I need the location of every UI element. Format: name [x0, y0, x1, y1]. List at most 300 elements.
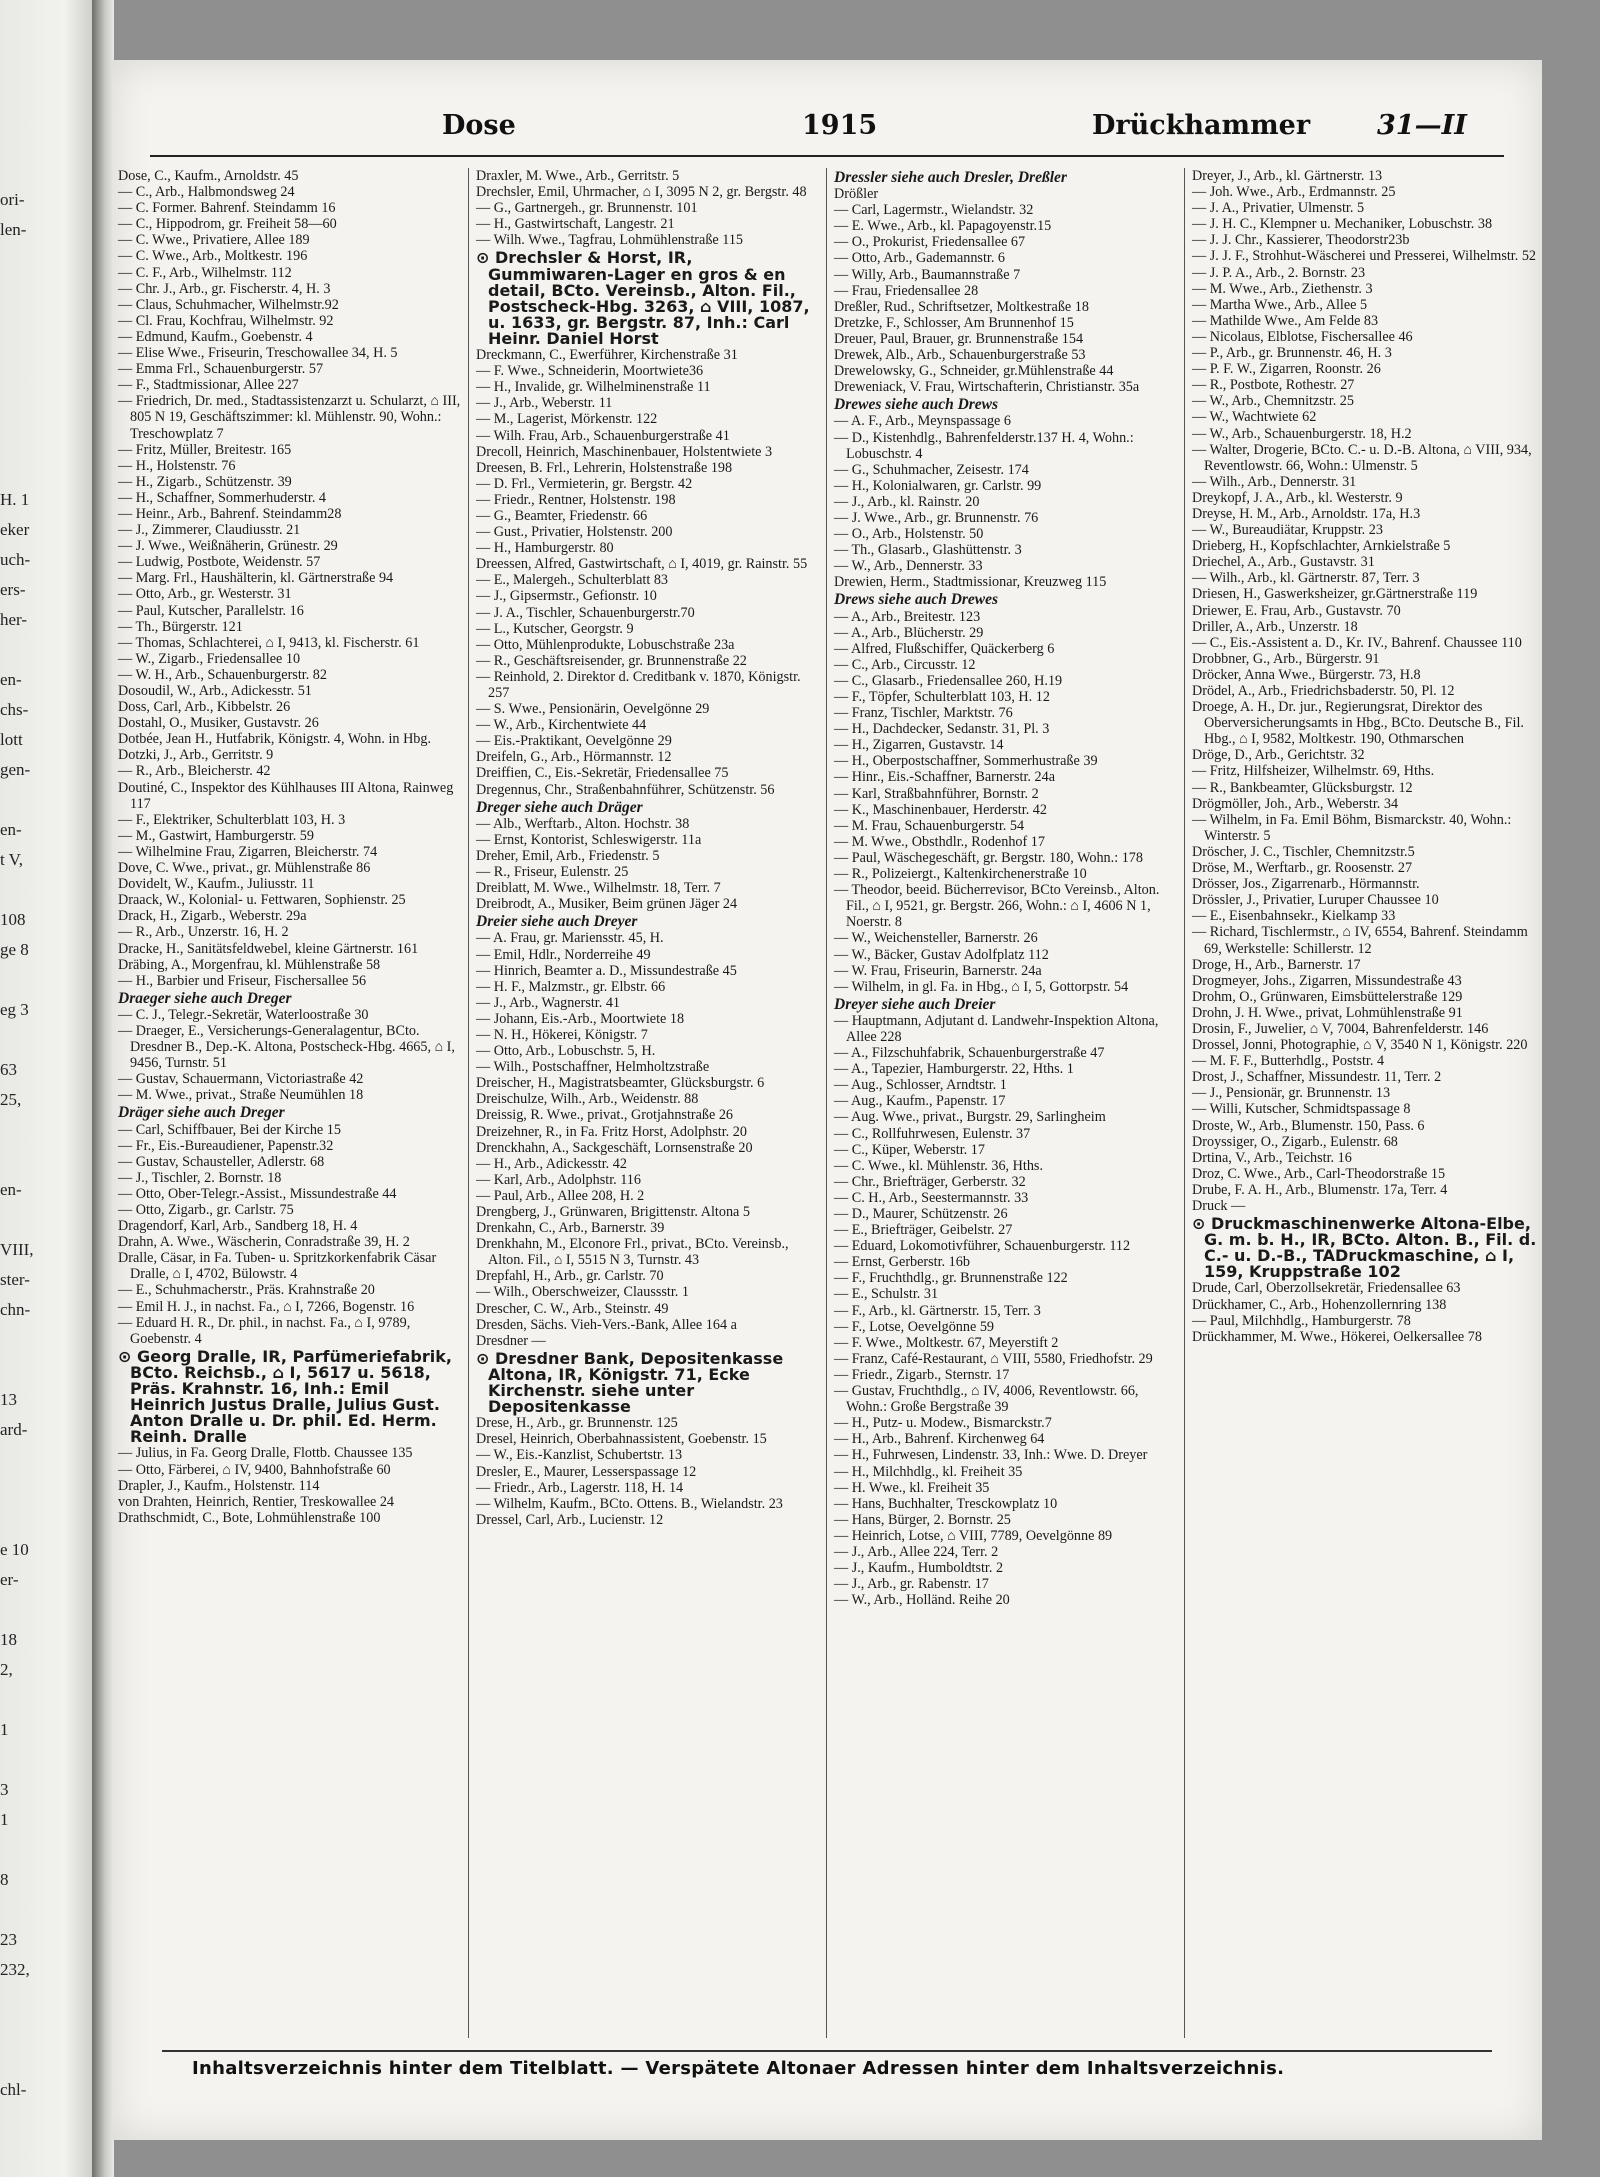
directory-entry: — F., Töpfer, Schulterblatt 103, H. 12 — [834, 689, 1050, 705]
directory-entry: Dreessen, Alfred, Gastwirtschaft, ⌂ I, 4019, gr. Rainstr. 55 — [476, 556, 808, 573]
directory-entry: — Hauptmann, Adjutant d. Landwehr-Inspektion Altona, Allee 228 — [834, 1012, 1159, 1045]
directory-entry: — M., Lagerist, Mörkenstr. 122 — [476, 411, 658, 428]
adjacent-page-fragment: 25, — [0, 1090, 22, 1109]
directory-entry: — Eduard H. R., Dr. phil., in nachst. Fa., ⌂ I, 9789, Goebenstr. 4 — [118, 1314, 411, 1347]
directory-entry: — J. Wwe., Arb., gr. Brunnenstr. 76 — [834, 509, 1039, 526]
directory-entry: — Joh. Wwe., Arb., Erdmannstr. 25 — [1192, 184, 1396, 201]
directory-entry: — Wilhelmine Frau, Zigarren, Bleicherstr. 74 — [118, 843, 378, 860]
adjacent-page-fragment: H. 1 — [0, 490, 30, 509]
header-left-keyword: Dose — [442, 110, 516, 141]
directory-entry: — W. Frau, Friseurin, Barnerstr. 24a — [834, 962, 1042, 979]
directory-entry: — H., Milchhdlg., kl. Freiheit 35 — [834, 1463, 1023, 1480]
directory-entry: Dresel, Heinrich, Oberbahnassistent, Goebenstr. 15 — [476, 1431, 767, 1448]
surname-heading: Dreier siehe auch Dreyer — [476, 913, 638, 931]
directory-entry: — F. Wwe., Moltkestr. 67, Meyerstift 2 — [834, 1334, 1059, 1351]
directory-entry: — Otto, Zigarb., gr. Carlstr. 75 — [118, 1202, 294, 1218]
adjacent-page-fragment: chs- — [0, 700, 29, 719]
directory-entry: — Ludwig, Postbote, Weidenstr. 57 — [118, 554, 321, 571]
adjacent-page-fragment: ard- — [0, 1420, 28, 1439]
adjacent-page-fragment: 13 — [0, 1390, 17, 1409]
directory-entry: — C. J., Telegr.-Sekretär, Waterloostraße 30 — [118, 1006, 369, 1023]
directory-entry: — Th., Bürgerstr. 121 — [118, 618, 243, 635]
directory-entry: Dreuer, Paul, Brauer, gr. Brunnenstraße 154 — [834, 330, 1084, 347]
directory-entry: Dragendorf, Karl, Arb., Sandberg 18, H. 4 — [118, 1218, 358, 1235]
directory-entry: Drecoll, Heinrich, Maschinenbauer, Holstentwiete 3 — [476, 443, 773, 460]
directory-entry: — H., Arb., Adickesstr. 42 — [476, 1155, 627, 1172]
directory-entry: — A., Arb., Breitestr. 123 — [834, 608, 981, 625]
directory-entry: — Wilh. Frau, Arb., Schauenburgerstraße 41 — [476, 427, 730, 444]
directory-entry: Dreiblatt, M. Wwe., Wilhelmstr. 18, Terr. 7 — [476, 880, 721, 897]
directory-entry: — Th., Glasarb., Glashüttenstr. 3 — [834, 542, 1022, 559]
directory-entry: — Heinrich, Lotse, ⌂ VIII, 7789, Oevelgönne 89 — [834, 1527, 1113, 1544]
directory-entry: Dreischer, H., Magistratsbeamter, Glücksburgstr. 6 — [476, 1075, 765, 1092]
directory-entry: Drenkahn, C., Arb., Barnerstr. 39 — [476, 1220, 665, 1237]
directory-entry: — J. Wwe., Weißnäherin, Grünestr. 29 — [118, 538, 338, 555]
adjacent-page-fragment: gen- — [0, 760, 31, 779]
directory-entry: — Wilh., Arb., Dennerstr. 31 — [1192, 473, 1357, 490]
directory-entry: — Fritz, Hilfsheizer, Wilhelmstr. 69, Hths. — [1192, 763, 1435, 780]
directory-entry: — M. Frau, Schauenburgerstr. 54 — [834, 817, 1025, 834]
directory-entry: Droz, C. Wwe., Arb., Carl-Theodorstraße 15 — [1192, 1165, 1446, 1182]
adjacent-page-fragment: eker — [0, 520, 30, 539]
directory-entry: Dröge, D., Arb., Gerichtstr. 32 — [1192, 747, 1365, 764]
header-year: 1915 — [802, 110, 878, 141]
adjacent-page-fragment: en- — [0, 670, 22, 689]
surname-heading: Drewes siehe auch Drews — [834, 396, 999, 414]
directory-entry: — M., Gastwirt, Hamburgerstr. 59 — [118, 827, 314, 844]
adjacent-page-fragment: ers- — [0, 580, 26, 599]
directory-entry: — J., Arb., gr. Rabenstr. 17 — [834, 1576, 989, 1593]
header-rule — [150, 155, 1504, 157]
directory-entry: Dresler, E., Maurer, Lesserspassage 12 — [476, 1463, 697, 1480]
adjacent-page-strip — [0, 0, 95, 2177]
directory-entry: Dreifeln, G., Arb., Hörmannstr. 12 — [476, 749, 672, 766]
directory-entry: — Emil H. J., in nachst. Fa., ⌂ I, 7266, Bogenstr. 16 — [118, 1298, 415, 1315]
directory-entry: — O., Arb., Holstenstr. 50 — [834, 526, 984, 543]
directory-entry: — J. P. A., Arb., 2. Bornstr. 23 — [1192, 264, 1366, 281]
directory-entry: — R., Arb., Unzerstr. 16, H. 2 — [118, 924, 289, 941]
directory-entry: Drösser, Jos., Zigarrenarb., Hörmannstr. — [1192, 876, 1420, 893]
directory-entry: Dreßler, Rud., Schriftsetzer, Moltkestraße 18 — [834, 298, 1089, 315]
directory-entry: — E., Briefträger, Geibelstr. 27 — [834, 1222, 1013, 1239]
column-divider — [468, 168, 469, 2038]
directory-entry: Drewien, Herm., Stadtmissionar, Kreuzweg 115 — [834, 574, 1107, 591]
column-4 — [1192, 168, 1537, 1345]
column-2 — [476, 168, 821, 1528]
directory-entry: — W., Bäcker, Gustav Adolfplatz 112 — [834, 946, 1049, 963]
directory-entry: Drewelowsky, G., Schneider, gr.Mühlenstraße 44 — [834, 363, 1114, 380]
directory-entry: — G., Gartnergeh., gr. Brunnenstr. 101 — [476, 200, 698, 217]
directory-entry: — Franz, Tischler, Marktstr. 76 — [834, 705, 1013, 722]
directory-entry: — D., Kistenhdlg., Bahrenfelderstr.137 H. 4, Wohn.: Lobuschstr. 4 — [834, 429, 1134, 462]
directory-entry: — Reinhold, 2. Direktor d. Creditbank v. 1870, Königstr. 257 — [476, 668, 801, 701]
directory-entry: Draxler, M. Wwe., Arb., Gerritstr. 5 — [476, 168, 680, 184]
directory-entry: — M. Wwe., Arb., Ziethenstr. 3 — [1192, 280, 1373, 297]
directory-entry: — Wilh., Oberschweizer, Claussstr. 1 — [476, 1284, 689, 1301]
directory-entry: — A. F., Arb., Meynspassage 6 — [834, 413, 1011, 430]
directory-entry: — F., Stadtmissionar, Allee 227 — [118, 377, 299, 394]
directory-entry: — M. Wwe., privat., Straße Neumühlen 18 — [118, 1087, 364, 1104]
adjacent-page-fragment: lott — [0, 730, 23, 749]
directory-entry: — F., Elektriker, Schulterblatt 103, H. 3 — [118, 811, 346, 828]
directory-entry: — Karl, Arb., Adolphstr. 116 — [476, 1171, 641, 1188]
directory-entry: Drossel, Jonni, Photographie, ⌂ V, 3540 N 1, Königstr. 220 — [1192, 1037, 1528, 1054]
directory-entry: — H. F., Malzmstr., gr. Elbstr. 66 — [476, 978, 666, 995]
directory-entry: — C. Former. Bahrenf. Steindamm 16 — [118, 200, 336, 217]
directory-entry: — Ernst, Kontorist, Schleswigerstr. 11a — [476, 831, 702, 848]
directory-entry: Dovidelt, W., Kaufm., Juliusstr. 11 — [118, 876, 315, 893]
directory-entry: — F. Wwe., Schneiderin, Moortwiete36 — [476, 363, 704, 380]
directory-entry: Dröse, M., Werftarb., gr. Roosenstr. 27 — [1192, 860, 1413, 877]
surname-heading: Draeger siehe auch Dreger — [118, 989, 292, 1007]
directory-entry: Drese, H., Arb., gr. Brunnenstr. 125 — [476, 1415, 678, 1432]
directory-entry: Driesen, H., Gaswerksheizer, gr.Gärtnerstraße 119 — [1192, 586, 1478, 603]
directory-entry: — R., Bankbeamter, Glücksburgstr. 12 — [1192, 779, 1413, 796]
directory-entry: Dreyse, H. M., Arb., Arnoldstr. 17a, H.3 — [1192, 505, 1421, 522]
adjacent-page-fragment: ge 8 — [0, 940, 29, 959]
directory-entry: Drewek, Alb., Arb., Schauenburgerstraße 53 — [834, 347, 1086, 364]
directory-entry: Dreischulze, Wilh., Arb., Weidenstr. 88 — [476, 1091, 699, 1108]
directory-entry: — H., Putz- u. Modew., Bismarckstr.7 — [834, 1415, 1052, 1432]
directory-entry: — Otto, Färberei, ⌂ IV, 9400, Bahnhofstraße 60 — [118, 1461, 391, 1478]
directory-entry: — G., Beamter, Friedenstr. 66 — [476, 507, 648, 524]
adjacent-page-fragment: 1 — [0, 1810, 9, 1829]
directory-entry: — Otto, Arb., Gademannstr. 6 — [834, 250, 1006, 267]
directory-entry: Drathschmidt, C., Bote, Lohmühlenstraße 100 — [118, 1509, 381, 1526]
directory-entry: — Hinrich, Beamter a. D., Missundestraße 45 — [476, 962, 737, 979]
directory-entry: — Aug., Schlosser, Arndtstr. 1 — [834, 1077, 1007, 1094]
directory-entry: — Otto, Mühlenprodukte, Lobuschstraße 23a — [476, 636, 735, 653]
adjacent-page-fragment: 3 — [0, 1780, 9, 1799]
directory-entry: Drenckhahn, A., Sackgeschäft, Lornsenstraße 20 — [476, 1139, 753, 1156]
firm-entry: ⊙ Georg Dralle, IR, Parfümeriefabrik, BCto. Reichsb., ⌂ I, 5617 u. 5618, Präs. Krahnstr. 16, Inh.: Emil Heinrich Justus Dralle, Julius Gust. Anton Dralle u. Dr. phil. Ed. Herm. Reinh. Dralle — [118, 1346, 452, 1447]
directory-entry: — C., Arb., Halbmondsweg 24 — [118, 184, 295, 201]
surname-heading: Dräger siehe auch Dreger — [118, 1104, 285, 1122]
adjacent-page-fragment: e 10 — [0, 1540, 29, 1559]
surname-heading: Dreyer siehe auch Dreier — [834, 995, 996, 1013]
adjacent-page-fragment: en- — [0, 1180, 22, 1199]
surname-heading: Drews siehe auch Drewes — [834, 591, 999, 609]
directory-entry: Dreibrodt, A., Musiker, Beim grünen Jäger 24 — [476, 896, 738, 913]
directory-entry: — Alfred, Flußschiffer, Quäckerberg 6 — [834, 640, 1055, 657]
directory-entry: — Wilhelm, Kaufm., BCto. Ottens. B., Wielandstr. 23 — [476, 1495, 783, 1512]
directory-entry: — Paul, Arb., Allee 208, H. 2 — [476, 1187, 645, 1204]
directory-entry: — E. Wwe., Arb., kl. Papagoyenstr.15 — [834, 218, 1052, 235]
directory-entry: Drogmeyer, Johs., Zigarren, Missundestraße 43 — [1192, 972, 1462, 989]
directory-entry: — Carl, Lagermstr., Wielandstr. 32 — [834, 202, 1034, 219]
directory-entry: Droge, H., Arb., Barnerstr. 17 — [1192, 956, 1361, 973]
surname-heading: Dreger siehe auch Dräger — [476, 798, 643, 816]
directory-entry: — Paul, Milchhdlg., Hamburgerstr. 78 — [1192, 1312, 1411, 1329]
column-divider — [1184, 168, 1185, 2038]
directory-entry: — W. H., Arb., Schauenburgerstr. 82 — [118, 666, 327, 683]
footer-rule — [162, 2050, 1492, 2052]
adjacent-page-fragment: 108 — [0, 910, 26, 929]
directory-entry: — Otto, Arb., gr. Westerstr. 31 — [118, 586, 292, 603]
adjacent-page-fragment: len- — [0, 220, 27, 239]
directory-entry: — Theodor, beeid. Bücherrevisor, BCto Vereinsb., Alton. Fil., ⌂ I, 9521, gr. Bergstr. 266, Wohn.: ⌂ I, 4606 N 1, Noerstr. 8 — [834, 882, 1160, 931]
column-3 — [834, 168, 1179, 1608]
directory-entry: Drahn, A. Wwe., Wäscherin, Conradstraße 39, H. 2 — [118, 1234, 410, 1251]
directory-entry: — D. Frl., Vermieterin, gr. Bergstr. 42 — [476, 475, 693, 492]
adjacent-page-fragment: 232, — [0, 1960, 30, 1979]
directory-entry: — H., Gastwirtschaft, Langestr. 21 — [476, 216, 675, 233]
directory-entry: Druck — — [1192, 1198, 1246, 1214]
directory-entry: — Gustav, Schauermann, Victoriastraße 42 — [118, 1071, 364, 1088]
directory-entry: — Nicolaus, Elblotse, Fischersallee 46 — [1192, 328, 1413, 345]
directory-entry: Drude, Carl, Oberzollsekretär, Friedensallee 63 — [1192, 1280, 1461, 1297]
directory-entry: — Fr., Eis.-Bureaudiener, Papenstr.32 — [118, 1137, 334, 1154]
directory-entry: — Carl, Schiffbauer, Bei der Kirche 15 — [118, 1121, 341, 1138]
directory-entry: — Heinr., Arb., Bahrenf. Steindamm28 — [118, 505, 342, 522]
directory-entry: — Otto, Arb., Lobuschstr. 5, H. — [476, 1043, 656, 1060]
directory-entry: — J. A., Privatier, Ulmenstr. 5 — [1192, 200, 1365, 217]
directory-entry: — Frau, Friedensallee 28 — [834, 282, 979, 299]
directory-entry: Draack, W., Kolonial- u. Fettwaren, Sophienstr. 25 — [118, 892, 406, 909]
directory-entry: Driechel, A., Arb., Gustavstr. 31 — [1192, 554, 1375, 571]
directory-entry: — H. Wwe., kl. Freiheit 35 — [834, 1479, 990, 1496]
directory-entry: — J., Gipsermstr., Gefionstr. 10 — [476, 588, 657, 605]
column-divider — [826, 168, 827, 2038]
directory-entry: Drössler, J., Privatier, Luruper Chaussee 10 — [1192, 892, 1439, 909]
directory-entry: — Aug., Kaufm., Papenstr. 17 — [834, 1093, 1006, 1110]
directory-entry: — W., Arb., Schauenburgerstr. 18, H.2 — [1192, 425, 1412, 442]
directory-entry: — Wilh., Postschaffner, Helmholtzstraße — [476, 1059, 710, 1076]
directory-entry: — Johann, Eis.-Arb., Moortwiete 18 — [476, 1010, 685, 1027]
directory-entry: — P. F. W., Zigarren, Roonstr. 26 — [1192, 361, 1381, 378]
directory-entry: — Paul, Wäschegeschäft, gr. Bergstr. 180, Wohn.: 178 — [834, 849, 1143, 866]
directory-entry: Driewer, E. Frau, Arb., Gustavstr. 70 — [1192, 602, 1401, 619]
directory-entry: Drögmöller, Joh., Arb., Weberstr. 34 — [1192, 795, 1399, 812]
directory-entry: — C., Küper, Weberstr. 17 — [834, 1141, 985, 1158]
directory-entry: — Friedr., Zigarb., Sternstr. 17 — [834, 1366, 1010, 1383]
firm-entry: ⊙ Druckmaschinenwerke Altona-Elbe, G. m. b. H., IR, BCto. Alton. B., Fil. d. C.- u. D.-B., TADruckmaschine, ⌂ I, 159, Kruppstraße 102 — [1192, 1214, 1537, 1282]
directory-entry: Drückhammer, M. Wwe., Hökerei, Oelkersallee 78 — [1192, 1328, 1482, 1345]
directory-entry: — Karl, Straßbahnführer, Bornstr. 2 — [834, 785, 1039, 802]
directory-entry: Dreykopf, J. A., Arb., kl. Westerstr. 9 — [1192, 489, 1403, 506]
directory-entry: Drückhamer, C., Arb., Hohenzollernring 138 — [1192, 1296, 1447, 1313]
directory-entry: — Draeger, E., Versicherungs-Generalagentur, BCto. Dresdner B., Dep.-K. Altona, Postscheck-Hbg. 4665, ⌂ I, 9456, Turnstr. 51 — [118, 1022, 455, 1072]
directory-entry: — J., Tischler, 2. Bornstr. 18 — [118, 1169, 282, 1186]
directory-entry: — Hans, Bürger, 2. Bornstr. 25 — [834, 1511, 1011, 1528]
adjacent-page-fragment: ster- — [0, 1270, 30, 1289]
directory-entry: — S. Wwe., Pensionärin, Oevelgönne 29 — [476, 701, 710, 718]
directory-entry: Dreckmann, C., Ewerführer, Kirchenstraße 31 — [476, 347, 738, 364]
directory-entry: — A. Frau, gr. Mariensstr. 45, H. — [476, 930, 664, 947]
directory-entry: — J. J. Chr., Kassierer, Theodorstr23b — [1192, 232, 1410, 249]
adjacent-page-fragment: her- — [0, 610, 28, 629]
directory-entry: — H., Barbier und Friseur, Fischersallee 56 — [118, 972, 367, 989]
directory-entry: — H., Invalide, gr. Wilhelminenstraße 11 — [476, 379, 711, 396]
adjacent-page-fragment: 18 — [0, 1630, 17, 1649]
directory-entry: von Drahten, Heinrich, Rentier, Treskowallee 24 — [118, 1493, 395, 1510]
directory-entry: — C. H., Arb., Seestermannstr. 33 — [834, 1189, 1029, 1206]
directory-entry: — J., Pensionär, gr. Brunnenstr. 13 — [1192, 1085, 1391, 1102]
directory-entry: — A., Tapezier, Hamburgerstr. 22, Hths. 1 — [834, 1061, 1074, 1078]
directory-entry: Dregennus, Chr., Straßenbahnführer, Schützenstr. 56 — [476, 781, 775, 798]
directory-entry: — Walter, Drogerie, BCto. C.- u. D.-B. Altona, ⌂ VIII, 934, Reventlowstr. 66, Wohn.: Ulmenstr. 5 — [1192, 441, 1532, 474]
directory-entry: — C., Arb., Circusstr. 12 — [834, 656, 976, 673]
directory-entry: Droste, W., Arb., Blumenstr. 150, Pass. 6 — [1192, 1117, 1425, 1134]
directory-entry: — Willy, Arb., Baumannstraße 7 — [834, 266, 1021, 283]
directory-entry: Dräbing, A., Morgenfrau, kl. Mühlenstraße 58 — [118, 956, 381, 973]
directory-entry: — R., Arb., Bleicherstr. 42 — [118, 763, 271, 780]
adjacent-page-fragment: eg 3 — [0, 1000, 29, 1019]
directory-entry: — W., Weichensteller, Barnerstr. 26 — [834, 930, 1038, 947]
directory-entry: — G., Schuhmacher, Zeisestr. 174 — [834, 461, 1029, 478]
directory-entry: — W., Bureaudiätar, Kruppstr. 23 — [1192, 522, 1383, 539]
directory-entry: — F., Lotse, Oevelgönne 59 — [834, 1318, 995, 1335]
directory-entry: Dose, C., Kaufm., Arnoldstr. 45 — [118, 168, 299, 184]
directory-entry: — E., Schuhmacherstr., Präs. Krahnstraße 20 — [118, 1282, 375, 1299]
adjacent-page-fragment: uch- — [0, 550, 31, 569]
directory-entry: — R., Friseur, Eulenstr. 25 — [476, 864, 629, 881]
directory-entry: Dreweniack, V. Frau, Wirtschafterin, Christianstr. 35a — [834, 379, 1140, 396]
directory-entry: Dreesen, B. Frl., Lehrerin, Holstenstraße 198 — [476, 459, 733, 476]
directory-entry: — C. Wwe., kl. Mühlenstr. 36, Hths. — [834, 1157, 1044, 1174]
directory-entry: — Thomas, Schlachterei, ⌂ I, 9413, kl. Fischerstr. 61 — [118, 634, 420, 651]
adjacent-page-fragment: en- — [0, 820, 22, 839]
directory-entry: — E., Schulstr. 31 — [834, 1286, 939, 1303]
directory-entry: Doss, Carl, Arb., Kibbelstr. 26 — [118, 699, 291, 716]
directory-entry: — Paul, Kutscher, Parallelstr. 16 — [118, 602, 304, 619]
directory-entry: — Ernst, Gerberstr. 16b — [834, 1254, 970, 1271]
directory-entry: — Otto, Ober-Telegr.-Assist., Missundestraße 44 — [118, 1185, 397, 1202]
directory-entry: — Franz, Café-Restaurant, ⌂ VIII, 5580, Friedhofstr. 29 — [834, 1350, 1153, 1367]
directory-entry: — Gustav, Fruchthdlg., ⌂ IV, 4006, Reventlowstr. 66, Wohn.: Große Bergstraße 39 — [834, 1383, 1139, 1416]
directory-entry: — H., Zigarb., Schützenstr. 39 — [118, 473, 292, 490]
surname-heading: Dressler siehe auch Dresler, Dreßler — [834, 169, 1067, 186]
directory-entry: Dröcker, Anna Wwe., Bürgerstr. 73, H.8 — [1192, 666, 1421, 683]
directory-entry: — L., Kutscher, Georgstr. 9 — [476, 620, 634, 637]
footer-note: Inhaltsverzeichnis hinter dem Titelblatt. — Verspätete Altonaer Adressen hinter dem Inhaltsverzeichnis. — [192, 2058, 1285, 2079]
directory-entry: — Chr., Briefträger, Gerberstr. 32 — [834, 1173, 1026, 1190]
directory-entry: Driller, A., Arb., Unzerstr. 18 — [1192, 618, 1358, 635]
page-number: 31—II — [1377, 110, 1467, 141]
directory-entry: — J., Arb., Weberstr. 11 — [476, 395, 613, 412]
directory-entry: — H., Holstenstr. 76 — [118, 457, 236, 474]
directory-entry: Dostahl, O., Musiker, Gustavstr. 26 — [118, 715, 319, 732]
adjacent-page-fragment: VIII, — [0, 1240, 34, 1259]
adjacent-page-fragment: 2, — [0, 1660, 13, 1679]
directory-entry: — C., Rollfuhrwesen, Eulenstr. 37 — [834, 1125, 1031, 1142]
directory-entry: — C. Wwe., Privatiere, Allee 189 — [118, 232, 310, 249]
directory-entry: Droege, A. H., Dr. jur., Regierungsrat, Direktor des Oberversicherungsamts in Hbg., BCto. Deutsche B., Fil. Hbg., ⌂ I, 9582, Moltkestr. 190, Othmarschen — [1192, 699, 1524, 748]
directory-entry: — Wilh. Wwe., Tagfrau, Lohmühlenstraße 115 — [476, 232, 744, 249]
directory-entry: — C., Glasarb., Friedensallee 260, H.19 — [834, 672, 1063, 689]
directory-entry: Dralle, Cäsar, in Fa. Tuben- u. Spritzkorkenfabrik Cäsar Dralle, ⌂ I, 4702, Bülowstr. 4 — [118, 1250, 437, 1283]
directory-entry: — Emma Frl., Schauenburgerstr. 57 — [118, 361, 324, 378]
adjacent-page-fragment: t V, — [0, 850, 24, 869]
directory-entry: Dressel, Carl, Arb., Lucienstr. 12 — [476, 1511, 664, 1528]
directory-entry: — Friedr., Arb., Lagerstr. 118, H. 14 — [476, 1479, 684, 1496]
directory-entry: — H., Schaffner, Sommerhuderstr. 4 — [118, 489, 327, 506]
directory-entry: Drechsler, Emil, Uhrmacher, ⌂ I, 3095 N 2, gr. Bergstr. 48 — [476, 184, 807, 201]
directory-entry: — W., Arb., Holländ. Reihe 20 — [834, 1592, 1010, 1609]
directory-entry: — Richard, Tischlermstr., ⌂ IV, 6554, Bahrenf. Steindamm 69, Werkstelle: Schillerstr. 12 — [1192, 924, 1528, 957]
directory-entry: Droyssiger, O., Zigarb., Eulenstr. 68 — [1192, 1133, 1398, 1150]
directory-entry: — M. Wwe., Obsthdlr., Rodenhof 17 — [834, 833, 1045, 850]
directory-entry: — Wilhelm, in Fa. Emil Böhm, Bismarckstr. 40, Wohn.: Winterstr. 5 — [1192, 811, 1512, 844]
directory-entry: — Julius, in Fa. Georg Dralle, Flottb. Chaussee 135 — [118, 1445, 413, 1462]
directory-entry: Drepfahl, H., Arb., gr. Carlstr. 70 — [476, 1268, 664, 1285]
directory-entry: — J., Arb., Allee 224, Terr. 2 — [834, 1543, 999, 1560]
directory-entry: — Wilh., Arb., kl. Gärtnerstr. 87, Terr. 3 — [1192, 570, 1420, 587]
directory-entry: Dove, C. Wwe., privat., gr. Mühlenstraße 86 — [118, 860, 371, 877]
directory-entry: — H., Arb., Bahrenf. Kirchenweg 64 — [834, 1431, 1045, 1448]
adjacent-page-fragment: 63 — [0, 1060, 17, 1079]
firm-entry: ⊙ Drechsler & Horst, IR, Gummiwaren-Lager en gros & en detail, BCto. Vereinsb., Alton. Fil., Postscheck-Hbg. 3263, ⌂ VIII, 1087, u. 1633, gr. Bergstr. 87, Inh.: Carl Heinr. Daniel Horst — [476, 248, 810, 348]
adjacent-page-fragment: 23 — [0, 1930, 17, 1949]
directory-entry: Drosin, F., Juwelier, ⌂ V, 7004, Bahrenfelderstr. 146 — [1192, 1020, 1489, 1037]
directory-page — [112, 60, 1542, 2140]
adjacent-page-fragment: er- — [0, 1570, 19, 1589]
directory-entry: — Eduard, Lokomotivführer, Schauenburgerstr. 112 — [834, 1238, 1131, 1255]
directory-entry: — A., Filzschuhfabrik, Schauenburgerstraße 47 — [834, 1045, 1105, 1062]
directory-entry: Dracke, H., Sanitätsfeldwebel, kleine Gärtnerstr. 161 — [118, 940, 419, 957]
adjacent-page-fragment: chn- — [0, 1300, 31, 1319]
directory-entry: Dotzki, J., Arb., Gerritstr. 9 — [118, 747, 274, 764]
directory-entry: — H., Zigarren, Gustavstr. 14 — [834, 737, 1004, 754]
directory-entry: Doutiné, C., Inspektor des Kühlhauses III Altona, Rainweg 117 — [118, 779, 454, 812]
directory-entry: — Willi, Kutscher, Schmidtspassage 8 — [1192, 1101, 1411, 1118]
adjacent-page-fragment: 1 — [0, 1720, 9, 1739]
directory-entry: Drescher, C. W., Arb., Steinstr. 49 — [476, 1300, 669, 1317]
directory-entry: Dreizehner, R., in Fa. Fritz Horst, Adolphstr. 20 — [476, 1123, 747, 1140]
directory-entry: Dretzke, F., Schlosser, Am Brunnenhof 15 — [834, 314, 1074, 331]
directory-entry: — W., Zigarb., Friedensallee 10 — [118, 650, 301, 667]
directory-entry: Drenkhahn, M., Elconore Frl., privat., BCto. Vereinsb., Alton. Fil., ⌂ I, 5515 N 3, Turnstr. 43 — [476, 1236, 789, 1269]
directory-entry: — Friedr., Rentner, Holstenstr. 198 — [476, 491, 676, 508]
directory-entry: Dresdner — — [476, 1332, 546, 1349]
directory-entry: Drtina, V., Arb., Teichstr. 16 — [1192, 1149, 1352, 1166]
directory-entry: Dresden, Sächs. Vieh-Vers.-Bank, Allee 164 a — [476, 1316, 737, 1333]
directory-entry: — H., Hamburgerstr. 80 — [476, 540, 614, 557]
directory-entry: — E., Malergeh., Schulterblatt 83 — [476, 572, 669, 589]
directory-entry: — W., Wachtwiete 62 — [1192, 409, 1317, 426]
directory-entry: — Eis.-Praktikant, Oevelgönne 29 — [476, 733, 672, 750]
directory-entry: — H., Dachdecker, Sedanstr. 31, Pl. 3 — [834, 721, 1050, 738]
directory-entry: — W., Eis.-Kanzlist, Schubertstr. 13 — [476, 1447, 683, 1464]
directory-entry: — Cl. Frau, Kochfrau, Wilhelmstr. 92 — [118, 312, 334, 329]
directory-entry: Dosoudil, W., Arb., Adickesstr. 51 — [118, 683, 312, 699]
directory-entry: — Fritz, Müller, Breitestr. 165 — [118, 441, 292, 458]
directory-entry: — W., Arb., Kirchentwiete 44 — [476, 717, 647, 734]
directory-entry: — E., Eisenbahnsekr., Kielkamp 33 — [1192, 908, 1396, 925]
directory-entry: Drödel, A., Arb., Friedrichsbaderstr. 50, Pl. 12 — [1192, 683, 1455, 699]
directory-entry: Drohn, J. H. Wwe., privat, Lohmühlenstraße 91 — [1192, 1004, 1463, 1021]
directory-entry: — Chr. J., Arb., gr. Fischerstr. 4, H. 3 — [118, 280, 331, 297]
directory-entry: — M. F. F., Butterhdlg., Poststr. 4 — [1192, 1053, 1385, 1070]
directory-entry: — Martha Wwe., Arb., Allee 5 — [1192, 296, 1368, 313]
directory-entry: — Gustav, Schausteller, Adlerstr. 68 — [118, 1153, 325, 1170]
directory-entry: — P., Arb., gr. Brunnenstr. 46, H. 3 — [1192, 345, 1392, 362]
directory-entry: — Elise Wwe., Friseurin, Treschowallee 34, H. 5 — [118, 345, 398, 362]
adjacent-page-fragment: 8 — [0, 1870, 9, 1889]
directory-entry: — J. H. C., Klempner u. Mechaniker, Lobuschstr. 38 — [1192, 216, 1493, 233]
directory-entry: Drobbner, G., Arb., Bürgerstr. 91 — [1192, 650, 1380, 667]
directory-entry: — J. A., Tischler, Schauenburgerstr.70 — [476, 604, 695, 621]
directory-entry: — H., Fuhrwesen, Lindenstr. 33, Inh.: Wwe. D. Dreyer — [834, 1447, 1148, 1464]
directory-entry: — R., Geschäftsreisender, gr. Brunnenstraße 22 — [476, 652, 747, 669]
directory-entry: — H., Oberpostschaffner, Sommerhustraße 39 — [834, 753, 1098, 770]
directory-entry: Drost, J., Schaffner, Missundestr. 11, Terr. 2 — [1192, 1069, 1442, 1086]
directory-entry: Dreissig, R. Wwe., privat., Grotjahnstraße 26 — [476, 1107, 734, 1124]
header-right-keyword: Drückhammer — [1092, 110, 1311, 141]
directory-entry: Drieberg, H., Kopfschlachter, Arnkielstraße 5 — [1192, 538, 1451, 555]
directory-entry: — R., Postbote, Rothestr. 27 — [1192, 377, 1355, 394]
directory-entry: — W., Arb., Chemnitzstr. 25 — [1192, 393, 1354, 410]
